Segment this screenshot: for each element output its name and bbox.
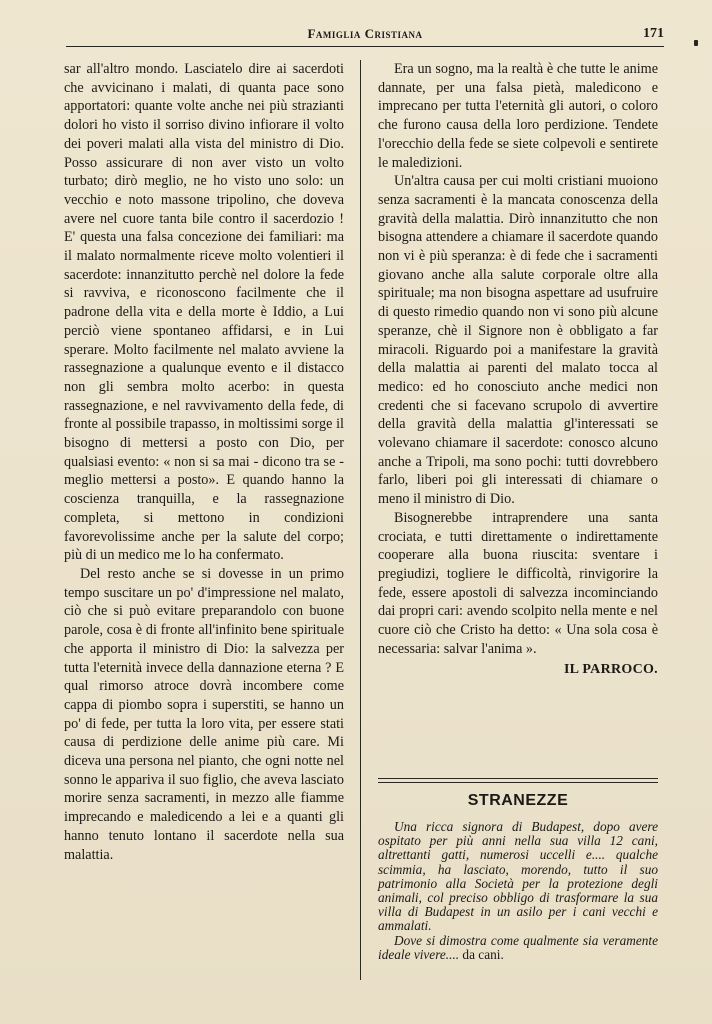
page-number: 171	[643, 26, 664, 41]
left-paragraph-1: sar all'altro mondo. Lasciatelo dire ai sacerdoti che avvicinano i malati, di quanta pace sono apportatori: quante volte anche nei più strazianti dolori ho visto il sorriso divino infiorare il volto dei poveri malati alla vista del ministro di Dio. Posso assicurare di non aver visto un volto turbato; dirò meglio, ne ho visto uno solo: un vecchio e noto massone tripolino, che doveva avere nel cuore tanta bile contro il sacerdozio ! E' questa una falsa concezione dei familiari: ma il malato normalmente riceve molto volentieri il sacerdote: innanzitutto perchè nel dolore la fede si ravviva, e riconoscono facilmente che il padrone della vita e della morte è Iddio, a Lui perciò viene spontaneo affidarsi, e in Lui sperare. Molto facilmente nel malato avviene la rassegnazione a qualunque evento e il distacco non gli sembra molto acerbo: in questa rassegnazione, e nel ravvivamento della fede, di fronte al possibile trapasso, in moltissimi sorge il bisogno di mettersi a posto con Dio, per qualsiasi evento: « non si sa mai - dicono tra se - meglio mettersi a posto». E quando hanno la coscienza tranquilla, e la rassegnazione completa, si mettono in condizioni favorevolissime anche per la salute del corpo; più di un medico me lo ha confermato.	[64, 61, 344, 564]
right-paragraph-3: Bisognerebbe intraprendere una santa crociata, e tutti direttamente o indirettamente cooperare alla buona riuscita: sventare i pregiudizi, togliere le difficoltà, rinvigorire la fede, essere apostoli di salvezza incominciando dai propri cari: avendo scolpito nella mente e nel cuore ciò che Cristo ha detto: « Una sola cosa è necessaria: salvar l'anima ».	[378, 509, 658, 657]
box-body	[378, 820, 658, 962]
right-column	[378, 60, 658, 679]
right-paragraph-2: Un'altra causa per cui molti cristiani muoiono senza sacramenti è la mancata conoscenza della gravità della malattia. Dirò innanzitutto che non bisogna attendere a chiamare il sacerdote quando non vi è più speranza: è di fede che i sacramenti giovano anche alla salute corporale oltre alla spirituale; ma non bisogna aspettare ad usufruire di questo rimedio quando non vi sono più alcune speranze, chè il Signore non è obbligato a far miracoli. Riguardo poi a manifestare la gravità della malattia ai parenti del malato tocca al medico: ed ho conosciuto anche medici non credenti che si facevano scrupolo di avvertire della gravità della malattia gl'interessati se volevano chiamare il sacerdote: conosco alcuno anche a Tripoli, ma sono pochi: tutti dovrebbero farlo, liberi poi gli interessati di chiamare o meno il ministro di Dio.	[378, 173, 658, 508]
author-signature: IL PARROCO.	[563, 661, 658, 677]
box-top-rule-thin	[378, 782, 658, 783]
box-heading: STRANEZZE	[467, 792, 569, 809]
box-paragraph-2-text: Dove si dimostra come qualmente sia veramente ideale vivere....	[378, 932, 658, 962]
running-title: Famiglia Cristiana	[307, 26, 423, 41]
page-header	[66, 22, 664, 44]
box-paragraph-1: Una ricca signora di Budapest, dopo avere ospitato per più anni nella sua villa 12 cani, altrettanti gatti, numerosi uccelli e.... qualche scimmia, ha lasciato, morendo, tutto il suo patrimonio alla Società per la protezione degli animali, col preciso obbligo di trasformare la sua villa di Budapest in un asilo per i cani vecchi e ammalati.	[378, 819, 658, 934]
box-top-rule	[378, 778, 658, 779]
header-rule	[66, 46, 664, 47]
box-paragraph-2-tail: da cani.	[462, 946, 504, 962]
column-divider	[360, 60, 361, 980]
right-paragraph-1: Era un sogno, ma la realtà è che tutte le anime dannate, per una falsa pietà, maledicono e imprecano per tutta l'eternità gli autori, o coloro che furono causa della loro perdizione. Tendete l'orecchio della fede se siete colpevoli e sentirete le maledizioni.	[378, 61, 658, 171]
margin-mark	[694, 40, 698, 46]
left-column	[64, 60, 344, 864]
left-paragraph-2: Del resto anche se si dovesse in un primo tempo suscitare un po' d'impressione nel malato, ciò che si può evitare preparandolo con buone parole, cosa è di fronte all'infinito bene spirituale che apporta il ministro di Dio: la salvezza per tutta l'eternità invece della dannazione eterna ? E qual rimorso atroce dovrà incombere come cappa di piombo sopra i superstiti, se hanno un po' di fede, per tutta la loro vita, per essere stati causa di perdizione delle anime più care. Mi diceva una persona nel pianto, che ogni notte nel sonno le appariva il suo figlio, che aveva lasciato morire senza sacramenti, in mezzo alle fiamme imprecando e maledicendo a lei e a quanti gli hanno tenuto lontano il sacerdote nella sua malattia.	[64, 565, 344, 863]
box-paragraph-2	[378, 934, 658, 962]
